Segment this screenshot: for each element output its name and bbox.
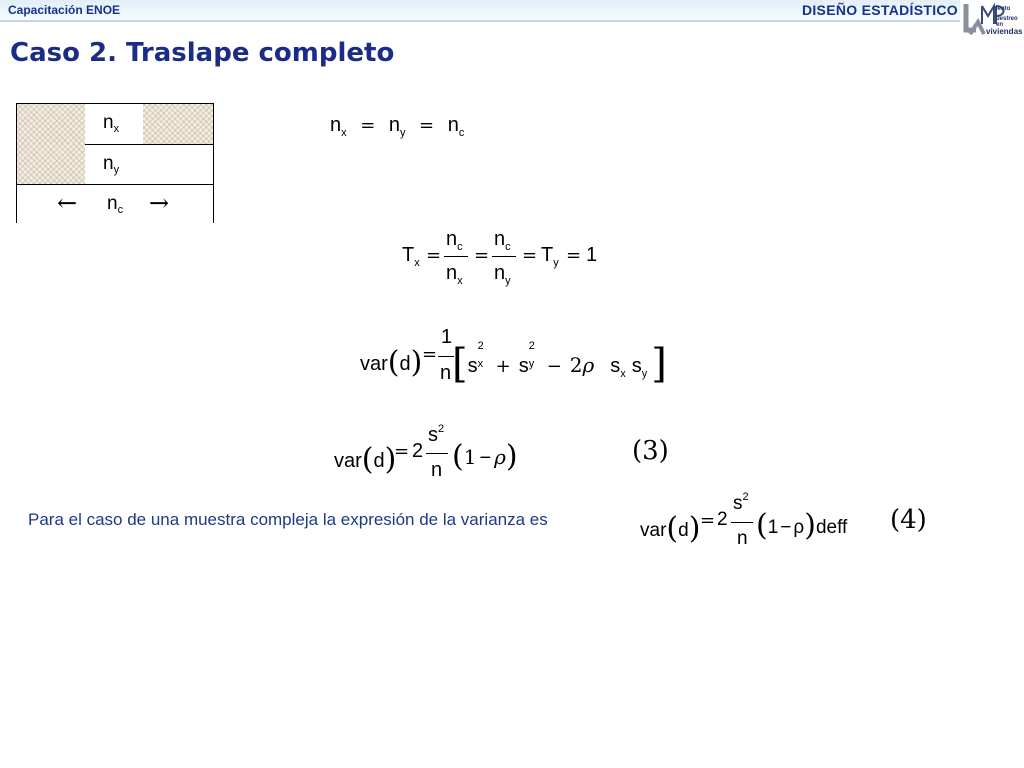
overlap-diagram — [16, 103, 214, 223]
logo-line-1: uestreo en — [996, 16, 1018, 28]
table-row-nx — [16, 103, 214, 145]
hatched-cell — [143, 104, 213, 144]
slide-title: Caso 2. Traslape completo — [10, 38, 395, 68]
fraction-bar — [426, 453, 448, 454]
header-right-title: DISEÑO ESTADÍSTICO — [801, 2, 958, 18]
logo-line-2: viviendas — [986, 27, 1023, 36]
header-bar — [0, 0, 1024, 22]
equation-sizes: $n_x = n_y = n_c$ — [330, 114, 465, 139]
table-row-nc — [16, 185, 214, 223]
variance-sentence: Para el caso de una muestra compleja la expresión de la varianza es — [28, 510, 548, 529]
logo-line-0: iento — [996, 6, 1011, 12]
left-arrow-icon: ← — [57, 189, 78, 217]
lamp-logo — [960, 0, 1023, 42]
fraction-bar — [444, 256, 468, 257]
equation-number-4: (4) — [890, 505, 927, 535]
equation-number-3: (3) — [632, 436, 669, 466]
cell-ny: $n_y$ — [103, 153, 120, 176]
hatched-cell — [17, 144, 85, 184]
cell-nc: $n_c$ — [107, 193, 124, 216]
table-row-ny — [16, 144, 214, 185]
header-left-title: Capacitación ENOE — [8, 3, 121, 17]
hatched-cell — [17, 104, 85, 144]
cell-nx: $n_x$ — [103, 112, 120, 135]
right-arrow-icon: → — [149, 189, 170, 217]
fraction-bar — [731, 522, 753, 523]
fraction-bar — [492, 256, 516, 257]
